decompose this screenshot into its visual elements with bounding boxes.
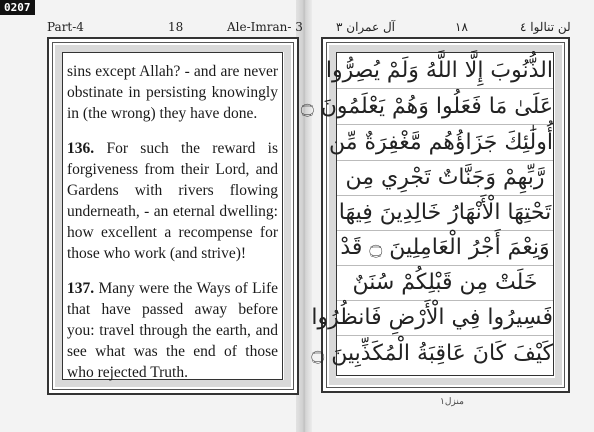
arabic-line-9: كَيْفَ كَانَ عَاقِبَةُ الْمُكَذِّبِينَ ۝ bbox=[311, 341, 553, 366]
right-page-frame bbox=[300, 37, 570, 393]
arabic-line-7: خَلَتْ مِن قَبْلِكُمْ سُنَنٌ bbox=[337, 266, 553, 301]
right-header-page-number: ١٨ bbox=[455, 20, 468, 34]
arabic-line-5: تَحْتِهَا الْأَنْهَارُ خَالِدِينَ فِيهَا bbox=[337, 196, 553, 231]
left-header-page-number: 18 bbox=[168, 20, 184, 34]
manzil-footnote: منزل١ bbox=[440, 397, 464, 407]
left-header-surah: Ale-Imran- 3 bbox=[227, 20, 303, 34]
left-text-box bbox=[62, 52, 283, 380]
arabic-line-6: وَنِعْمَ أَجْرُ الْعَامِلِينَ ۝ قَدْ bbox=[337, 231, 553, 266]
page-id-label: 0207 bbox=[0, 0, 35, 15]
arabic-line-4: رَّبِّهِمْ وَجَنَّاتٌ تَجْرِي مِن bbox=[337, 161, 553, 196]
right-text-box bbox=[300, 52, 554, 376]
paragraph-136 bbox=[67, 138, 278, 264]
arabic-line-2: عَلَىٰ مَا فَعَلُوا وَهُمْ يَعْلَمُونَ ۝ bbox=[337, 90, 553, 125]
arabic-line-8: فَسِيرُوا فِي الْأَرْضِ فَانظُرُوا bbox=[337, 301, 553, 336]
right-header-part: لن تنالوا ٤ bbox=[520, 20, 571, 34]
arabic-line-1: الذُّنُوبَ إِلَّا اللَّهُ وَلَمْ يُصِرُّوا bbox=[337, 54, 553, 89]
paragraph-text: For such the reward is forgiveness from their Lord, and Gardens with rivers flowing underneath, - an eternal dwelling: how excellent a recompense for those who work (and strive)! bbox=[67, 140, 278, 262]
arabic-line-3: أُولَٰئِكَ جَزَاؤُهُم مَّغْفِرَةٌ مِّن bbox=[337, 126, 553, 161]
paragraph-135-continued bbox=[67, 61, 278, 124]
verse-number: 136. bbox=[67, 140, 95, 157]
left-page-frame bbox=[47, 37, 299, 395]
paragraph-text: Many were the Ways of Life that have passed away before you: travel through the earth, and see what was the end of those who rejected Truth. bbox=[67, 280, 278, 381]
right-header-surah: آل عمران ٣ bbox=[336, 20, 395, 34]
paragraph-137 bbox=[67, 278, 278, 383]
paragraph-text: sins except Allah? - and are never obstinate in persisting knowingly in (the wrong) they have done. bbox=[67, 63, 278, 122]
left-header-part: Part-4 bbox=[47, 20, 84, 34]
verse-number: 137. bbox=[67, 280, 95, 297]
